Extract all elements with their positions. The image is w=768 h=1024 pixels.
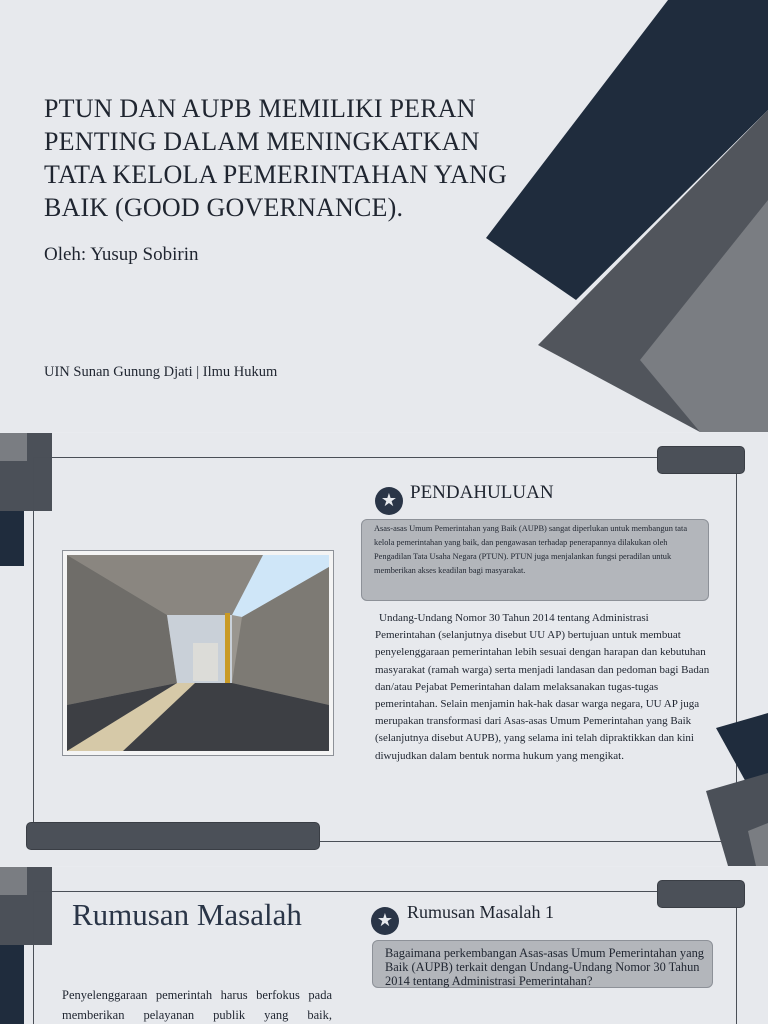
problem-paragraph: Penyelenggaraan pemerintah harus berfokus pada memberikan pelayanan publik yang baik, [62, 988, 332, 1022]
corner-block-inner [0, 433, 27, 461]
corner-block-navy [0, 511, 24, 566]
intro-paragraph: Undang-Undang Nomor 30 Tahun 2014 tentang Administrasi Pemerintahan (selanjutnya disebut UU AP) bertujuan untuk membuat penyelenggaraan pemerintahan lebih sesuai dengan harapan dan kebutuhan masyarakat (ramah warga) serta menjadi landasan dan pedoman bagi Badan dan/atau Pejabat Pemerintahan dalam melaksanakan tugas-tugas pemerintahan. Selain menjamin hak-hak dasar warga negara, UU AP juga merupakan transformasi dari Asas-asas Umum Pemerintahan yang Baik (selanjutnya disebut AUPB), yang selama ini telah dipraktikkan dan kini diwujudkan dalam bentuk norma hukum yang mengikat. [375, 612, 710, 762]
pill-decoration-top [657, 446, 745, 474]
corridor-photo [62, 550, 334, 756]
slide-title: Rumusan Masalah [72, 897, 302, 932]
corner-block-inner [0, 867, 27, 895]
author-line: Oleh: Yusup Sobirin [44, 244, 199, 265]
intro-slide [0, 433, 768, 866]
problem-slide [0, 867, 768, 1024]
pill-decoration-top [657, 880, 745, 908]
page-title: PTUN DAN AUPB MEMILIKI PERAN PENTING DALAM MENINGKATKAN TATA KELOLA PEMERINTAHAN YANG BAIK (GOOD GOVERNANCE). [44, 94, 507, 222]
question-box: Bagaimana perkembangan Asas-asas Umum Pemerintahan yang Baik (AUPB) terkait dengan Undang-Undang Nomor 30 Tahun 2014 tentang Administrasi Pemerintahan? [372, 940, 713, 988]
subheading: Rumusan Masalah 1 [407, 902, 554, 922]
star-icon: ★ [371, 907, 399, 935]
summary-box: Asas-asas Umum Pemerintahan yang Baik (AUPB) sangat diperlukan untuk membangun tata kelola pemerintahan yang baik, dan pengawasan terhadap penerapannya dilakukan oleh Pengadilan Tata Usaha Negara (PTUN). PTUN juga menjalankan fungsi peradilan untuk memberikan akses keadilan bagi masyarakat. [361, 519, 709, 601]
title-slide [0, 0, 768, 432]
corner-block-navy [0, 945, 24, 1024]
section-heading: PENDAHULUAN [410, 482, 554, 503]
pill-decoration-bottom [26, 822, 320, 850]
institution-line: UIN Sunan Gunung Djati | Ilmu Hukum [44, 364, 278, 380]
star-icon: ★ [375, 487, 403, 515]
